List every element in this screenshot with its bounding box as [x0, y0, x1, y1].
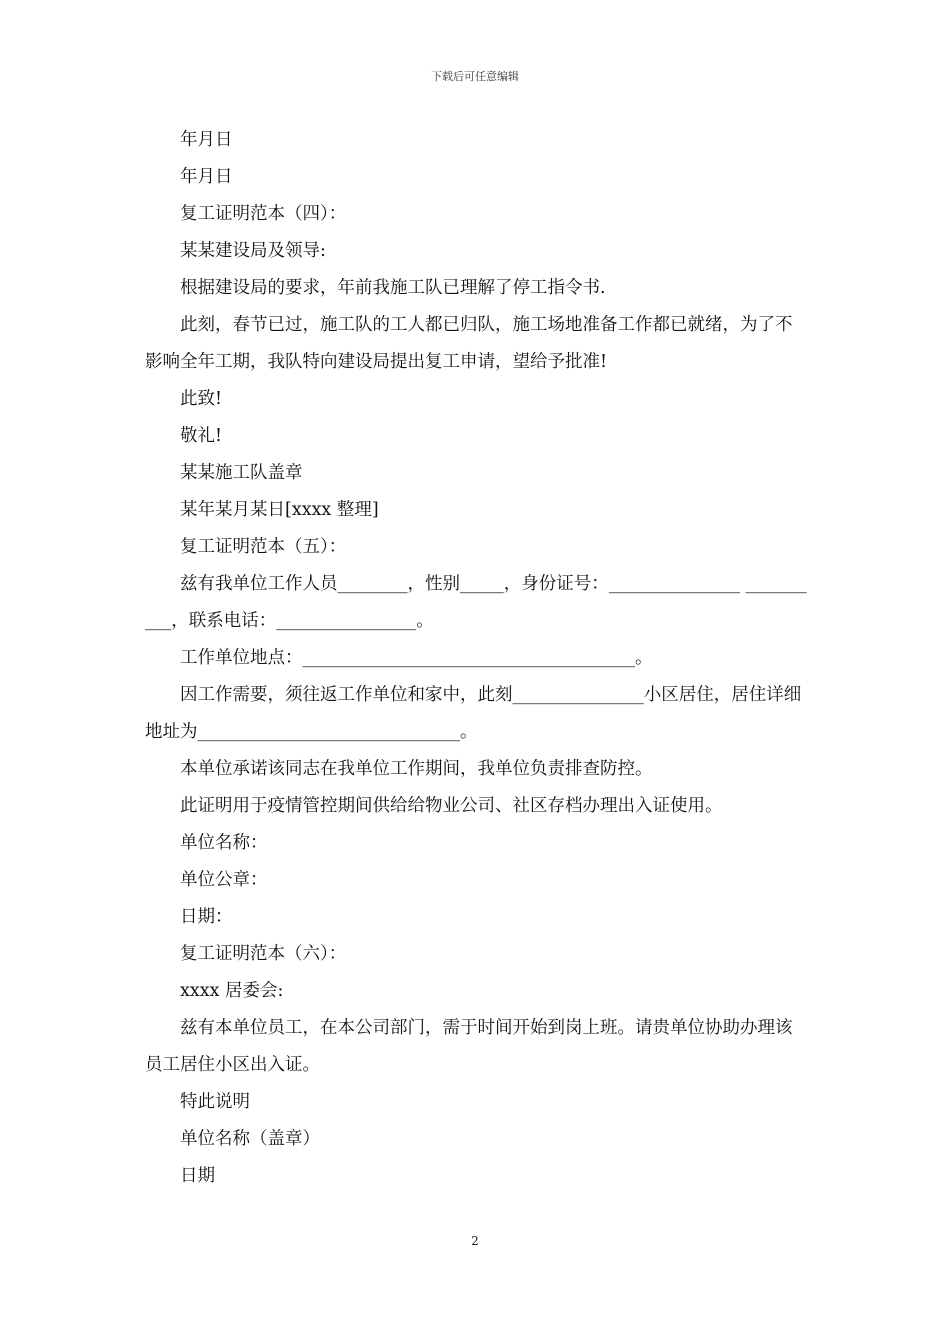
paragraph: 因工作需要，须往返工作单位和家中，此刻_______________小区居住，居住详细地址为______________________________。 [145, 685, 802, 742]
paragraph: 年月日 [180, 130, 233, 150]
paragraph: 某某建设局及领导: [180, 241, 326, 261]
paragraph: 某某施工队盖章 [180, 463, 303, 483]
paragraph: 日期 [180, 1166, 215, 1186]
paragraph: 单位公章： [180, 870, 268, 890]
paragraph: 日期： [180, 907, 233, 927]
paragraph: 单位名称： [180, 833, 268, 853]
paragraph: 特此说明 [180, 1092, 250, 1112]
section-title: 复工证明范本（五）： [180, 537, 347, 557]
paragraph: xxxx 居委会: [180, 981, 284, 1001]
paragraph: 敬礼! [180, 426, 223, 446]
document-body [145, 122, 807, 1195]
section-title: 复工证明范本（六）： [180, 944, 347, 964]
paragraph: 某年某月某日[xxxx 整理] [180, 500, 379, 520]
paragraph: 此刻，春节已过，施工队的工人都已归队，施工场地准备工作都已就绪，为了不影响全年工期，我队特向建设局提出复工申请，望给予批准! [145, 315, 793, 372]
page-number: 2 [471, 1234, 479, 1248]
paragraph: 工作单位地点：______________________________________。 [180, 648, 653, 668]
paragraph: 本单位承诺该同志在我单位工作期间，我单位负责排查防控。 [180, 759, 653, 779]
section-title: 复工证明范本（四）： [180, 204, 347, 224]
paragraph: 根据建设局的要求，年前我施工队已理解了停工指令书. [180, 278, 606, 298]
page-header: 下载后可任意编辑 [431, 70, 519, 83]
paragraph: 此致! [180, 389, 223, 409]
paragraph: 年月日 [180, 167, 233, 187]
paragraph: 兹有本单位员工，在本公司部门，需于时间开始到岗上班。请贵单位协助办理该员工居住小区出入证。 [145, 1018, 793, 1075]
paragraph: 单位名称（盖章） [180, 1129, 320, 1149]
paragraph: 兹有我单位工作人员________，性别_____，身份证号：_______________ __________，联系电话：________________。 [145, 574, 807, 631]
paragraph: 此证明用于疫情管控期间供给给物业公司、社区存档办理出入证使用。 [180, 796, 723, 816]
